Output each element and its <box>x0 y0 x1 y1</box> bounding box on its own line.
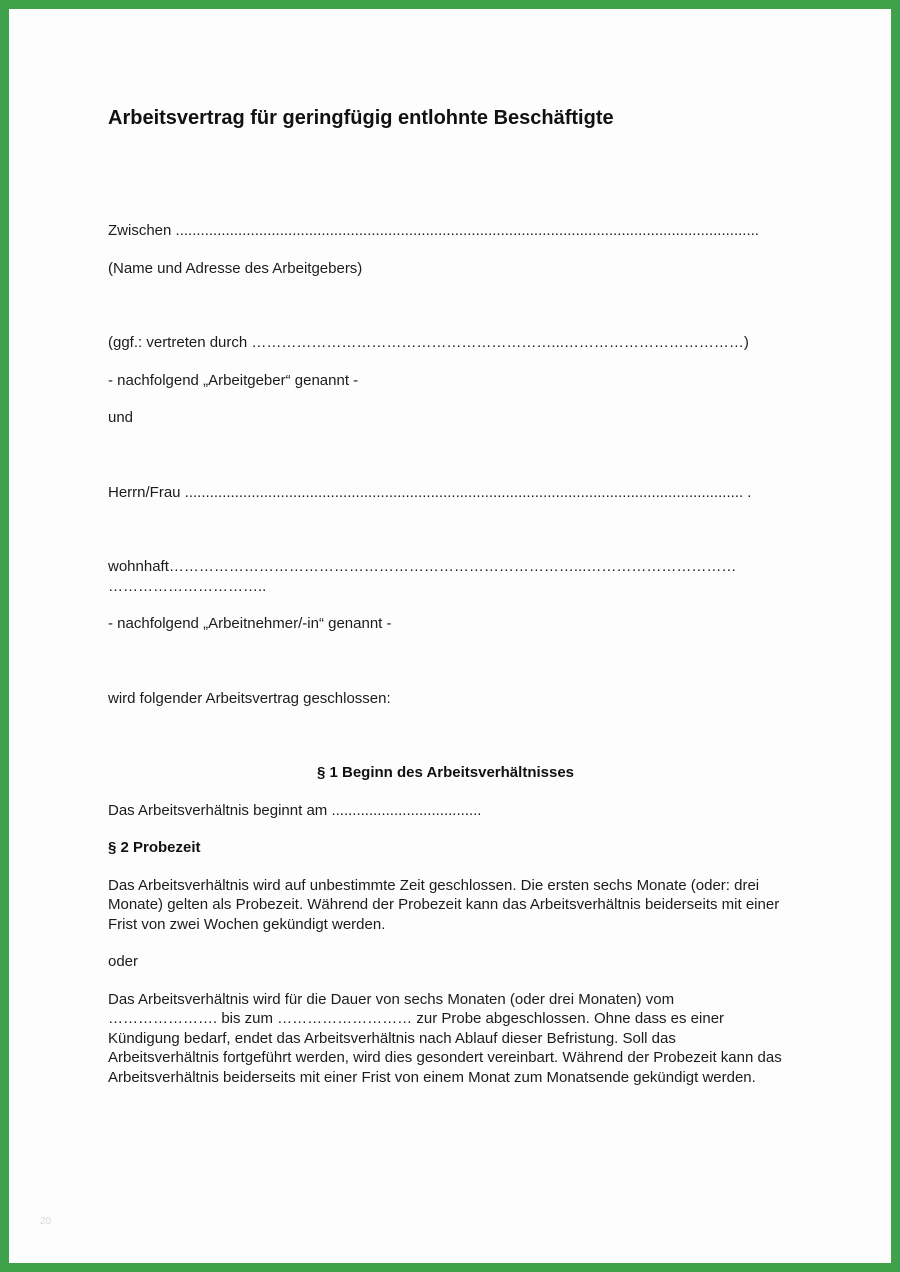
party-employer-line: Zwischen ............................................................................................................................................ <box>108 222 759 239</box>
section-1-paragraph-1: Das Arbeitsverhältnis beginnt am .................................... <box>108 801 482 819</box>
represented-by-line: (ggf.: vertreten durch ……………………………………………………...………………………………) <box>108 334 749 351</box>
section-2-paragraph-2: Das Arbeitsverhältnis wird für die Dauer von sechs Monaten (oder drei Monaten) vom …………………. bis zum ……………………… zur Probe abgeschlossen. Ohne dass es einer Kündigung bedarf, endet das Arbeitsverhältnis nach Ablauf dieser Befristung. Soll das Arbeitsverhältnis fortgeführt werden, wird dies gesondert vereinbart. Während der Probezeit kann das Arbeitsverhältnis beiderseits mit einer Frist von einem Monat zum Monatsende gekündigt werden. <box>108 990 782 1086</box>
residence-line-part-1: wohnhaft………………………………………………………………………...………………………… <box>108 558 737 575</box>
employee-designation-line: - nachfolgend „Arbeitnehmer/-in“ genannt - <box>108 615 392 632</box>
residence-line-part-2: ………………………….. <box>108 577 267 595</box>
contract-opening-line: wird folgender Arbeitsvertrag geschlossen: <box>108 689 391 707</box>
page-number: 20 <box>40 1216 52 1227</box>
residence-line <box>108 557 783 596</box>
employer-address-hint: (Name und Adresse des Arbeitgebers) <box>108 259 363 277</box>
section-2-alternative-connector: oder <box>108 953 139 970</box>
employer-designation-line: - nachfolgend „Arbeitgeber“ genannt - <box>108 371 359 389</box>
and-connector: und <box>108 409 134 426</box>
document-content <box>9 9 891 1087</box>
section-2-heading: § 2 Probezeit <box>108 839 201 856</box>
party-employee-line: Herrn/Frau ...................................................................................................................................... . <box>108 483 752 501</box>
section-2-paragraph-1: Das Arbeitsverhältnis wird auf unbestimmte Zeit geschlossen. Die ersten sechs Monate (oder: drei Monate) gelten als Probezeit. Während der Probezeit kann das Arbeitsverhältnis beiderseits mit einer Frist von zwei Wochen gekündigt werden. <box>108 876 780 933</box>
document-title: Arbeitsvertrag für geringfügig entlohnte Beschäftigte <box>108 107 614 129</box>
section-1-heading: § 1 Beginn des Arbeitsverhältnisses <box>316 764 575 781</box>
